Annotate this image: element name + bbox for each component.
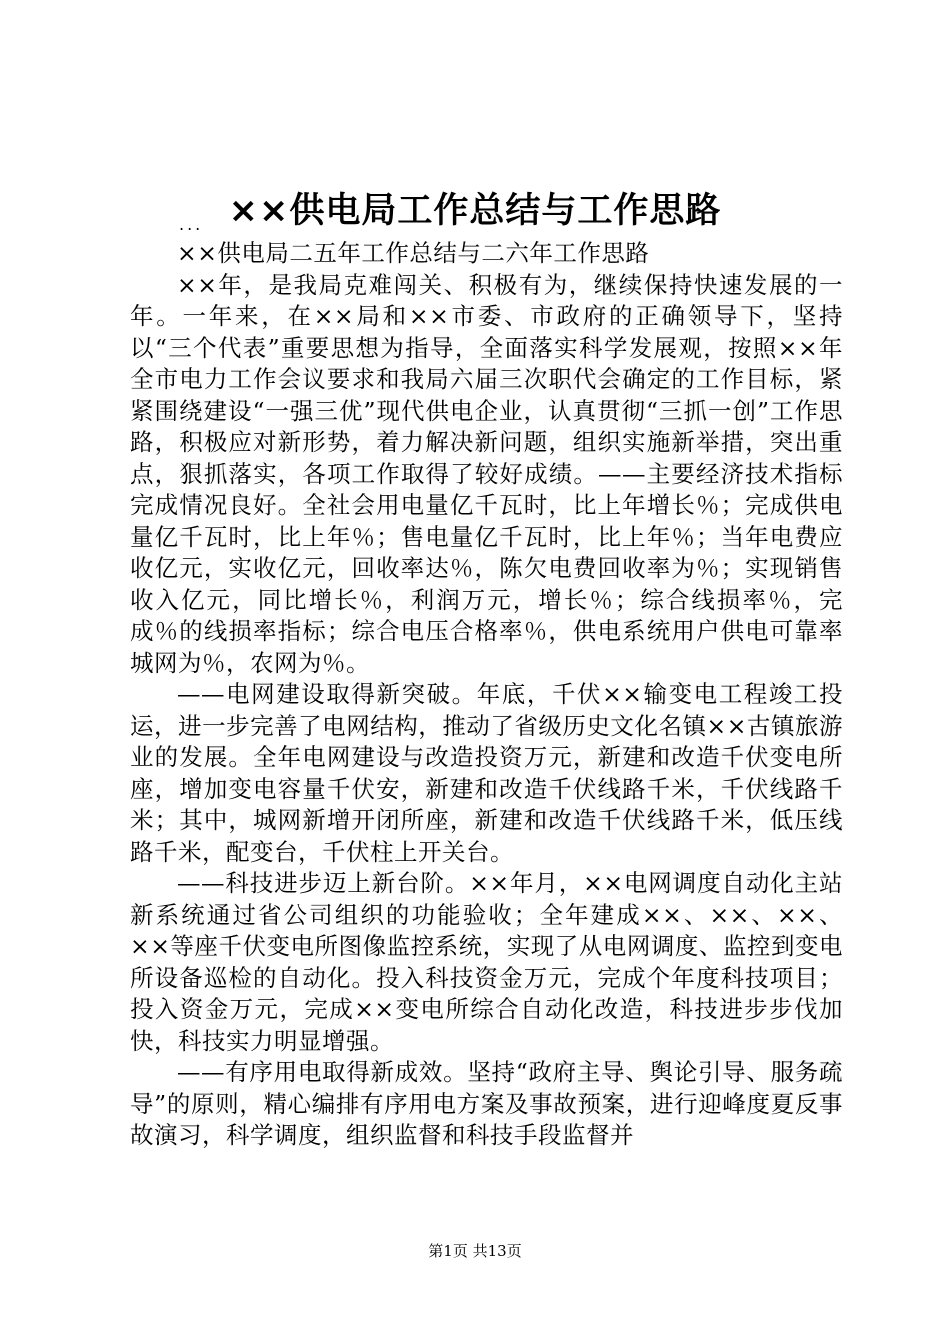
body-paragraph: ——有序用电取得新成效。坚持“政府主导、舆论引导、服务疏导”的原则，精心编排有序用电方案及事故预案，进行迎峰度夏反事故演习，科学调度，组织监督和科技手段监督并 xyxy=(130,1058,843,1149)
page-number-footer: 第1页 共13页 xyxy=(428,1242,522,1260)
body-paragraph: ——电网建设取得新突破。年底，千伏××输变电工程竣工投运，进一步完善了电网结构，推动了省级历史文化名镇××古镇旅游业的发展。全年电网建设与改造投资万元，新建和改造千伏变电所座，增加变电容量千伏安，新建和改造千伏线路千米，千伏线路千米；其中，城网新增开闭所座，新建和改造千伏线路千米，低压线路千米，配变台，千伏柱上开关台。 xyxy=(130,680,843,866)
ellipsis-marker: ... xyxy=(179,215,204,234)
document-title: ××供电局工作总结与工作思路 xyxy=(228,191,722,231)
body-paragraph: ——科技进步迈上新台阶。××年月，××电网调度自动化主站新系统通过省公司组织的功能验收；全年建成××、××、××、××等座千伏变电所图像监控系统，实现了从电网调度、监控到变电所设备巡检的自动化。投入科技资金万元，完成个年度科技项目；投入资金万元，完成××变电所综合自动化改造，科技进步步伐加快，科技实力明显增强。 xyxy=(130,869,843,1055)
subtitle-paragraph: ××供电局二五年工作总结与二六年工作思路 xyxy=(177,239,650,267)
body-paragraph: ××年，是我局克难闯关、积极有为，继续保持快速发展的一年。一年来，在××局和××市委、市政府的正确领导下，坚持以“三个代表”重要思想为指导，全面落实科学发展观，按照××年全市电力工作会议要求和我局六届三次职代会确定的工作目标，紧紧围绕建设“一强三优”现代供电企业，认真贯彻“三抓一创”工作思路，积极应对新形势，着力解决新问题，组织实施新举措，突出重点，狠抓落实，各项工作取得了较好成绩。——主要经济技术指标完成情况良好。全社会用电量亿千瓦时，比上年增长％；完成供电量亿千瓦时，比上年％；售电量亿千瓦时，比上年％；当年电费应收亿元，实收亿元，回收率达％，陈欠电费回收率为％；实现销售收入亿元，同比增长％，利润万元，增长％；综合线损率％，完成％的线损率指标；综合电压合格率％，供电系统用户供电可靠率城网为％，农网为％。 xyxy=(130,270,843,677)
document-body xyxy=(130,238,843,1152)
